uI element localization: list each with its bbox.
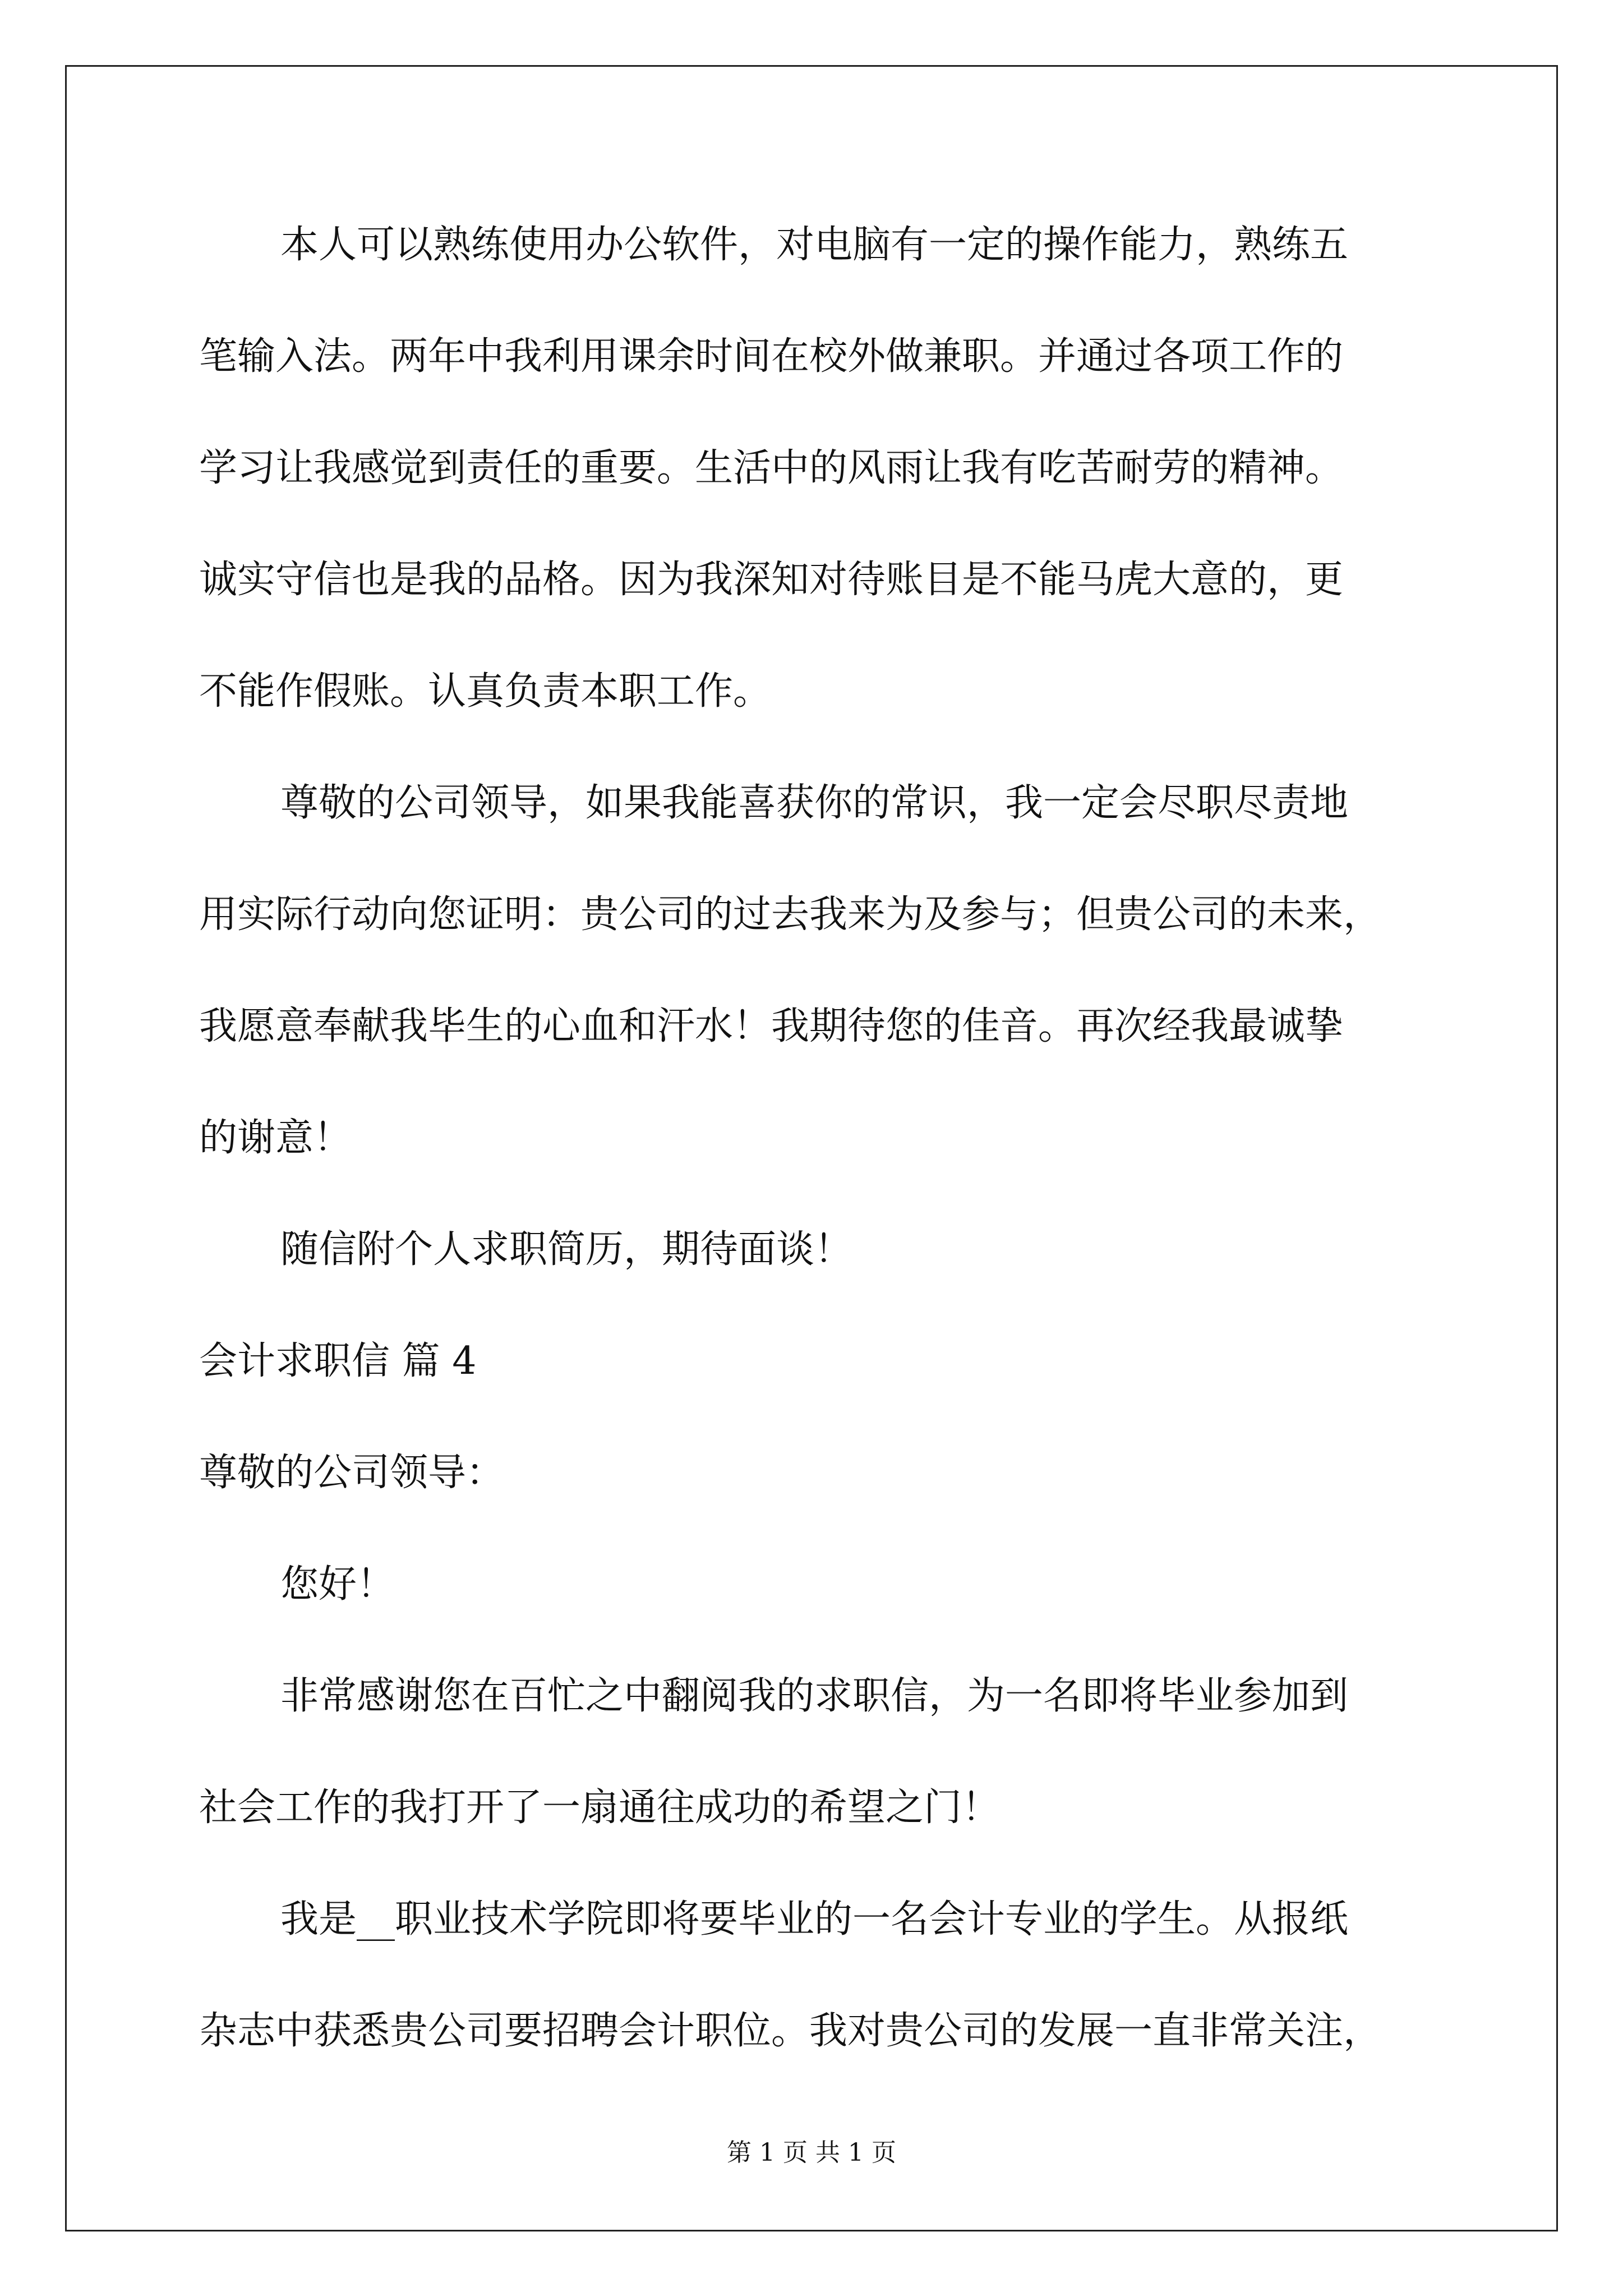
paragraph-line: 不能作假账。认真负责本职工作。 xyxy=(199,669,772,714)
paragraph-line: 诚实守信也是我的品格。因为我深知对待账目是不能马虎大意的，更 xyxy=(199,558,1344,602)
paragraph-line: 用实际行动向您证明：贵公司的过去我来为及参与；但贵公司的未来， xyxy=(199,892,1382,937)
paragraph-line: 非常感谢您在百忙之中翻阅我的求职信，为一名即将毕业参加到 xyxy=(280,1674,1349,1718)
section-heading: 会计求职信 篇 4 xyxy=(199,1339,477,1383)
paragraph-line: 尊敬的公司领导，如果我能喜获你的常识，我一定会尽职尽责地 xyxy=(280,781,1349,825)
greeting: 您好！ xyxy=(280,1562,395,1607)
paragraph-line: 我愿意奉献我毕生的心血和汗水！我期待您的佳音。再次经我最诚挚 xyxy=(199,1004,1344,1048)
salutation: 尊敬的公司领导： xyxy=(199,1451,505,1495)
paragraph-line: 的谢意！ xyxy=(199,1116,352,1160)
document-body xyxy=(199,209,1455,2106)
paragraph-line: 社会工作的我打开了一扇通往成功的希望之门！ xyxy=(199,1786,1000,1830)
paragraph-line: 本人可以熟练使用办公软件，对电脑有一定的操作能力，熟练五 xyxy=(280,223,1349,267)
paragraph-line: 杂志中获悉贵公司要招聘会计职位。我对贵公司的发展一直非常关注， xyxy=(199,2009,1382,2053)
page-number-footer: 第 1 页 共 1 页 xyxy=(727,2138,896,2167)
paragraph-line: 笔输入法。两年中我利用课余时间在校外做兼职。并通过各项工作的 xyxy=(199,334,1344,379)
paragraph-line: 学习让我感觉到责任的重要。生活中的风雨让我有吃苦耐劳的精神。 xyxy=(199,446,1344,490)
paragraph-line: 随信附个人求职简历，期待面谈！ xyxy=(280,1227,853,1272)
paragraph-line: 我是__职业技术学院即将要毕业的一名会计专业的学生。从报纸 xyxy=(280,1897,1349,1941)
